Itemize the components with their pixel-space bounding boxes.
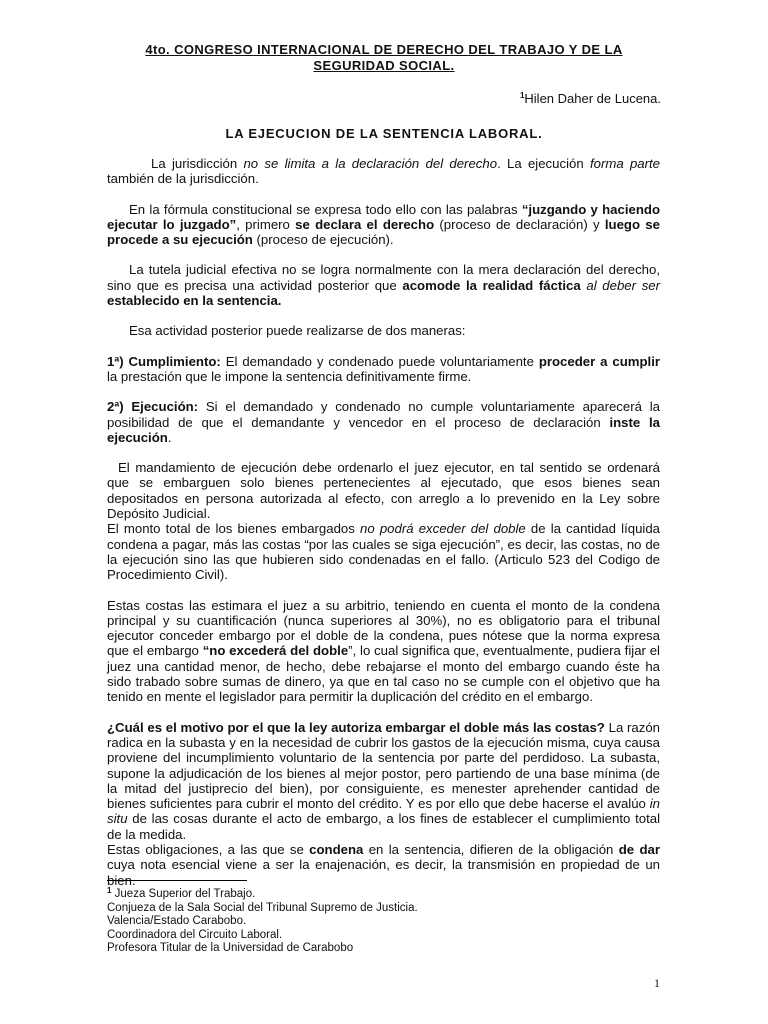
paragraph-3 <box>107 262 660 308</box>
text-run-bold: de dar <box>618 841 660 857</box>
text-run-italic: no podrá exceder del doble <box>360 521 526 537</box>
text-run: (proceso de ejecución). <box>252 232 394 248</box>
text-run: , primero <box>236 216 296 232</box>
text-run-bold: se declara el derecho <box>295 216 435 232</box>
paragraph-7: El mandamiento de ejecución debe ordenarlo el juez ejecutor, en tal sentido se ordenará que se embarguen solo bienes pertenecientes al ejecutado, que esos bienes sean depositados en persona autorizada al efecto, con arreglo a lo prevenido en la Ley sobre Depósito Judicial. <box>107 460 660 522</box>
text-run: La jurisdicción <box>151 156 244 171</box>
footnote-line-5: Profesora Titular de la Universidad de Carabobo <box>107 942 354 955</box>
text-run: (proceso de declaración) y <box>434 216 605 232</box>
paragraph-6 <box>107 399 660 445</box>
text-run: cuya nota esencial viene a ser la enajenación, es decir, la transmisión en propiedad de un bien. <box>107 857 660 888</box>
text-run-bold: 2ª) Ejecución: <box>107 399 199 415</box>
text-run-bold: acomode la realidad fáctica <box>402 277 581 293</box>
text-run-italic: al deber ser <box>586 277 661 293</box>
text-run: La razón radica en la subasta y en la necesidad de cubrir los gastos de la ejecución misma, cuya causa proviene del incumplimiento voluntario de la sentencia por parte del perdidoso. La subasta, supone la adjudicación de los bienes al mejor postor, pero partiendo de una base mínima (de la mitad del justiprecio del bien), por consiguiente, es menester aprehender cantidad de bienes suficientes para cubrir el monto del crédito. Y es por ello que debe hacerse el avalúo <box>107 719 660 812</box>
text-run: . La ejecución <box>497 156 590 171</box>
footnote-divider <box>107 880 247 881</box>
author-line <box>520 88 661 107</box>
text-run-bold: proceder a cumplir <box>538 353 660 369</box>
text-run-bold: ¿Cuál es el motivo por el que la ley autoriza embargar el doble más las costas? <box>107 719 605 735</box>
text-run: en la sentencia, difieren de la obligación <box>363 841 619 857</box>
text-run: ”, lo cual significa que, eventualmente, pudiera fijar el juez una cantidad menor, de hecho, debe rebajarse el monto del embargo cuando éste ha sido trabado sobre sumas de dinero, ya que en tal caso no se cumple con el objetivo que ha tenido en mente el legislador para permitir la duplicación del crédito en el embargo. <box>107 643 660 705</box>
text-run: En la fórmula constitucional se expresa todo ello con las palabras <box>129 201 522 217</box>
text-run: de las cosas durante el acto de embargo, a los fines de establecer el cumplimiento total de la medida. <box>107 811 660 842</box>
text-run: la prestación que le impone la sentencia definitivamente firme. <box>107 368 472 384</box>
document-body <box>107 156 660 903</box>
footnotes <box>107 884 418 956</box>
text-run-bold: inste la ejecución <box>107 414 660 445</box>
text-run-bold: “juzgando y haciendo ejecutar lo juzgado” <box>107 201 661 232</box>
section-heading: LA EJECUCION DE LA SENTENCIA LABORAL. <box>225 126 543 141</box>
paragraph-1 <box>107 156 660 187</box>
text-run: Si el demandado y condenado no cumple voluntariamente aparecerá la posibilidad de que el demandante y vencedor en el proceso de declaración <box>107 399 660 430</box>
text-run: El monto total de los bienes embargados <box>107 521 361 537</box>
text-run-bold: condena <box>309 841 364 857</box>
text-run: Estas costas las estimara el juez a su arbitrio, teniendo en cuenta el monto de la condena principal y su cuantificación (nunca superiores al 30%), no es obligatorio para el tribunal ejecutor conceder embargo por el doble de la condena, pues nótese que la norma expresa que el embargo <box>107 597 660 659</box>
text-run: La tutela judicial efectiva no se logra normalmente con la mera declaración del derecho, sino que es precisa una actividad posterior que <box>107 262 660 293</box>
text-run: Estas obligaciones, a las que se <box>107 841 310 857</box>
text-run-bold: 1ª) Cumplimiento: <box>107 353 221 369</box>
text-run-bold: luego se procede a su ejecución <box>107 216 660 248</box>
paragraph-2 <box>107 202 660 248</box>
text-run: también de la jurisdicción. <box>107 171 259 187</box>
footnote-line-3: Valencia/Estado Carabobo. <box>107 915 247 928</box>
footnote-line-2: Conjueza de la Sala Social del Tribunal Supremo de Justicia. <box>107 901 418 914</box>
text-run: El demandado y condenado puede voluntariamente <box>220 353 539 369</box>
paragraph-4: Esa actividad posterior puede realizarse de dos maneras: <box>129 323 466 339</box>
footnote-line-4: Coordinadora del Circuito Laboral. <box>107 928 283 941</box>
paragraph-8 <box>107 521 660 582</box>
text-run-bold: “no excederá del doble <box>202 643 349 659</box>
author-name: Hilen Daher de Lucena. <box>524 91 661 106</box>
text-run-italic: in situ <box>107 796 660 827</box>
text-run: de la cantidad líquida condena a pagar, más las costas “por las cuales se siga ejecución”, es decir, las costas, no de la ejecución sino las que hubieren sido condenadas en el fallo. (Articulo 523 del Codigo de Procedimiento Civil). <box>107 521 661 583</box>
text-run-italic: no se limita a la declaración del derecho <box>243 156 498 171</box>
document-title <box>110 42 658 74</box>
page-number: 1 <box>654 976 660 990</box>
title-line-1: 4to. CONGRESO INTERNACIONAL DE DERECHO DEL TRABAJO Y DE LA <box>145 42 623 57</box>
title-line-2: SEGURIDAD SOCIAL. <box>313 58 455 73</box>
footnote-text: Jueza Superior del Trabajo. <box>111 888 256 900</box>
text-run-italic: forma parte <box>589 156 660 171</box>
paragraph-10 <box>107 720 660 842</box>
paragraph-9 <box>107 598 660 705</box>
text-run-bold: establecido en la sentencia. <box>107 293 282 309</box>
footnote-mark: 1 <box>107 886 112 895</box>
footnote-line-1 <box>107 884 418 902</box>
text-run: . <box>167 429 172 445</box>
paragraph-5 <box>107 354 660 385</box>
author-footnote-mark: 1 <box>519 91 525 100</box>
